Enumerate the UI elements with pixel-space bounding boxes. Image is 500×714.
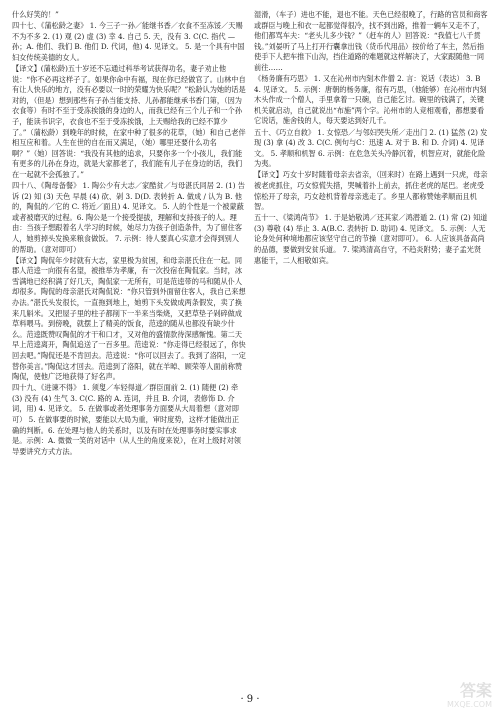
left-paragraph: 四十九、《进谏不得》 1. 须叟／车轻得道／群臣面前 2. (1) 随便 (2) 牵 (3) 没有 (4) 生气 3. C(C. 路的 A. 连词，并且 B. 介词，表修饰 D. 介词，用) 4. 见译文。 5. 在做事或者处理事务方面要从大局着想（意对即可） 5. 在做事要的时候，要能以大局为重，审时度势，这样才能做出正确的判断。6. 在处理与他人的关系时，以及有时在处理事务时要实事求是。示例：A. 微微一笑的对话中（从人生的角度来说），在对上级时对领导要讲究方式方法。 bbox=[12, 383, 241, 456]
left-column bbox=[12, 10, 246, 690]
right-paragraph: 《杨务廉有巧思》 1. 又在沁州市内刻木作僧 2. 言：说话（表达） 3. B 4. 见译文。 5. 示例：唐朝的杨务廉，很有巧思，（他能够）在沁州市内刻木头作成一个僧人，手里拿着一只碗，自己能乞讨。碗里的钱满了，关键机关就启动，自己就说出“布施”两个字。沁州市的人竞相观看，都想要看它说话，施舍钱的人，每天要达到好几千。 bbox=[254, 74, 487, 126]
left-paragraph: 【译文】陶侃年少时就有大志，家里极为贫困，和母亲湛氏住在一起。同郡人范逵一向很有名望，被推举为孝廉，有一次投宿在陶侃家。当时，冰雪满地已经积满了好几天，陶侃家一无所有，可是范逵带的马和随从仆人却很多。陶侃的母亲湛氏对陶侃说：“你只管到外面留住客人，我自己来想办法。”湛氏头发很长，一直拖到地上，她剪下头发做成两条假发，卖了换来几斛米。又把屋子里的柱子都削下一半来当柴烧，又把草垫子剁碎做成草料喂马。到傍晚，就摆上了精美的饭食，范逵的随从也都没有缺少什么。范逵既赞叹陶侃的才干和口才，又对他的盛情款待深感惭愧。第二天早上范逵离开，陶侃追送了一百多里。范逵说：“你走得已经很远了，你快回去吧。”陶侃还是不肯回去。范逵说：“你可以回去了。我到了洛阳，一定替你美言。”陶侃这才回去。范逵到了洛阳，就在羊晫、顾荣等人面前称赞陶侃，使他广泛地获得了好名声。 bbox=[12, 255, 246, 382]
left-paragraph: 【译文】(蒲松龄)五十岁还不忘通过科举考试获得功名，妻子劝止他说：“你不必再这样子了。如果你命中有福，现在你已经做官了。山林中自有让人快乐的地方，没有必要以一时的荣耀为快乐呢？”松龄认为她的话是对的，（但是）想到那些有子孙当能支持、儿孙都能继承书香门第，（因为衣食等）有时不至于受冻挨饿的身边的人，而我已经有三个儿子和一个孙子，能读书识字，衣食也不至于受冻挨饿，上天赐给我的已经不算少了。”（蒲松龄）到晚年的时候，在家中种了很多的花草，（她）和自己老伴相互应和着。人生在世的自在而又满足，（她）哪里还要什么功名啊？”（她）回答说：“我没有其他的追求，只要你多一个小孩儿，我们能有更多的儿孙在身边，就是大家都老了，我们能有儿子在身边的话，我们在一起就不会孤独了。” bbox=[12, 63, 246, 179]
left-paragraph: 四十八、《陶母备餐》 1. 陶公少有大志／家酷贫／与母湛氏同居 2. (1) 告诉 (2) 知 (3) 天色 早晨 (4) 砍、剁 3. D(D. 表转折 A. 做成 / 认为 B. 他的，陶侃的／它的 C. 将近／面且) 4. 见译文。 5. 人的个性是一个被蒙蔽或者被磨灭的过程。6. 陶公是一个接受提拔，理解和支持孩子的人。理由：当孩子想跟着名人学习的时候，她尽力为孩子创造条件，为了留住客人，她剪掉头发换来粮食做饭。 7. 示例：待人要真心实意才会得到别人的帮助。（意对即可） bbox=[12, 181, 245, 254]
page-number: · 9 · bbox=[240, 694, 260, 705]
right-paragraph: 五十一、《梁鸿尚节》 1. 于是始敬鸿／还其家／鸿潜遁 2. (1) 常 (2) 知道 (3) 尊敬 (4) 举止 3. A(B.C. 表转折 D. 助词) 4. 见译文。 5. 示例：人无论身处何种境地都应该坚守自己的节操（意对即可）。 6. 人应该具备高尚的品德，要做到安贫乐道。 7. 梁鸿清高自守，不趋炎附势；妻子孟光贤惠能干，二人相敬如宾。 bbox=[254, 213, 488, 265]
page bbox=[12, 10, 488, 690]
right-column bbox=[254, 10, 488, 690]
right-paragraph: 湿滑，（车子）进也不能，退也不能。天色已经很晚了，行路的官员和商客或群臣与晚上和衣一起都觉得很冷，找不到出路，推着一辆车又走不了，他们都骂车夫：“老头儿多少钱？”（赶车的人）回答说：“我值七八千贯钱。”刘晏听了马上打开行囊拿出钱（货币代用品）按价给了车主，然后指使手下人把车推下山沟，挡住道路的难题就这样解决了，大家跟随他一同前往…… bbox=[254, 10, 488, 72]
right-paragraph: 【译文】巧女十岁时随着母亲去省亲，（回来时）在路上遇到一只虎，母亲被老虎抓住，巧女惊慌失措，哭喊着扑上前去，抓住老虎的尾巴。老虎受惊松开了母亲，巧女趁机背着母亲逃走了。乡里人都称赞她孝顺而且机智。 bbox=[254, 170, 488, 212]
left-paragraph: 什么好笑的！” bbox=[12, 10, 59, 19]
left-paragraph: 四十七、《蒲松龄之妻》 1. 今三子一孙／能继书香／衣食不至冻馁／天赐不为不多 2. (1) 观 (2) 虚 (3) 幸 4. 自己 5. 天，没有 3. C(C. 指代 — 孙；A. 他们、我们 B. 他们 D. 代词，他) 4. 见译文。 5. 是一个具有中国妇女传统美德的女人。 bbox=[12, 21, 245, 62]
watermark-logo: 答案 MXQE.COM bbox=[446, 681, 492, 709]
right-paragraph: 五十、《巧立自救》 1. 女惊恐／与邻妇哭失所／走出门 2. (1) 猛然 (2) 发现 (3) 拿 (4) 改 3. C(C. 例句与C：迅速 A. 对于 B. 和 D. 介词) 4. 见译文。 5. 孝顺和机智 6. 示例：在危急关头冷静沉着，机智应对，就能化险为夷。 bbox=[254, 127, 488, 169]
